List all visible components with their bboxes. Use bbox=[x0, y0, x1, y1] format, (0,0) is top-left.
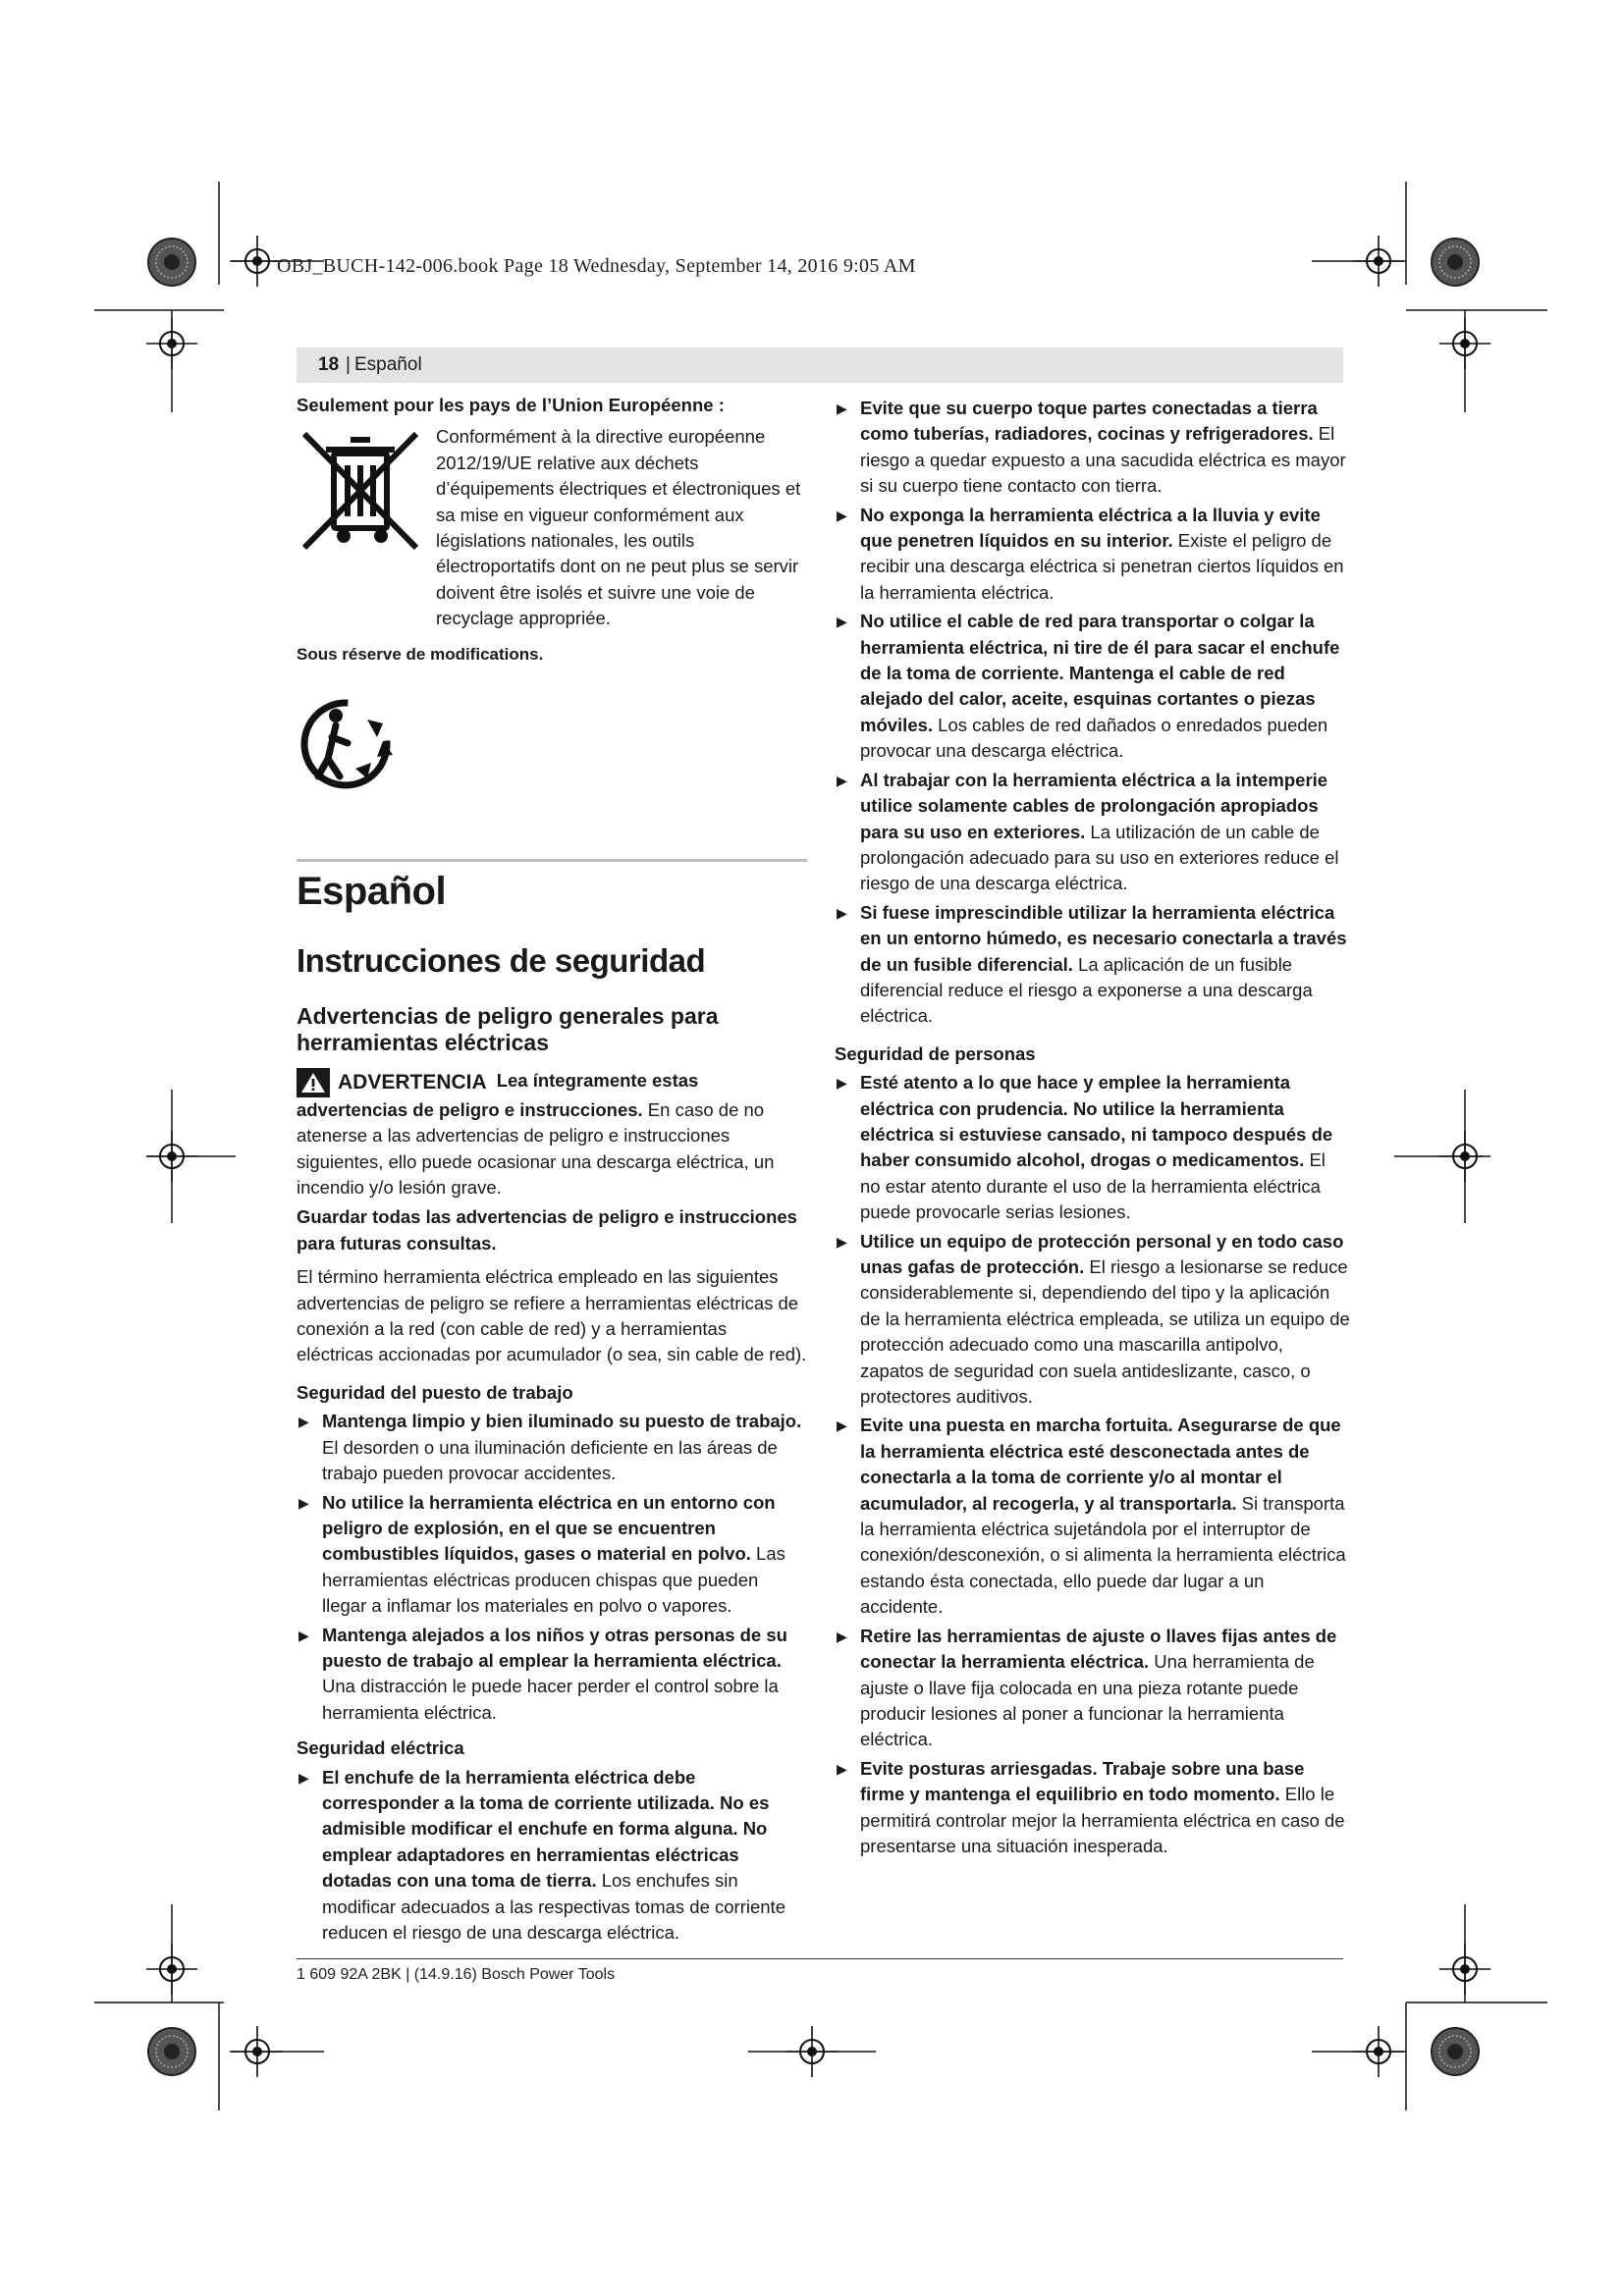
list-item: ▶ Retire las herramientas de ajuste o llaves fijas antes de conectar la herramienta eléctrica. Una herramienta de ajuste o llave fija colocada en una pieza rotante puede producir lesiones al poner a funcionar la herramienta eléctrica. bbox=[837, 1625, 1337, 1750]
bullet-arrow-icon: ▶ bbox=[837, 400, 847, 416]
triman-recycling-icon bbox=[297, 690, 405, 798]
list-item: ▶ Mantenga limpio y bien iluminado su puesto de trabajo. El desorden o una iluminación deficiente en las áreas de trabajo pueden provocar accidentes. bbox=[298, 1411, 802, 1484]
warning-badge bbox=[297, 1068, 487, 1097]
crossed-bin-icon bbox=[297, 426, 424, 573]
list-item: ▶ No utilice la herramienta eléctrica en un entorno con peligro de explosión, en el que se encuentren combustibles líquidos, gases o material en polvo. Las herramientas eléctricas producen chispas que pueden llegar a inflamar los materiales en polvo o vapores. bbox=[298, 1491, 785, 1617]
list-item: ▶ Evite una puesta en marcha fortuita. Asegurarse de que la herramienta eléctrica esté desconectada antes de conectarla a la toma de corriente y/o al montar el acumulador, al recogerla, y al transportarla. Si transporta la herramienta eléctrica sujetándola por el interruptor de conexión/desconexión, o si alimenta la herramienta eléctrica estando ésta conectada, ello puede dar lugar a un accidente. bbox=[837, 1415, 1346, 1618]
bullet-arrow-icon: ▶ bbox=[837, 904, 847, 921]
bullet-arrow-icon: ▶ bbox=[837, 1075, 847, 1092]
list-item: ▶ Evite que su cuerpo toque partes conectadas a tierra como tuberías, radiadores, cocinas y refrigeradores. El riesgo a quedar expuesto a una sacudida eléctrica es mayor si su cuerpo tiene contacto con tierra. bbox=[837, 398, 1346, 497]
weee-text: Conformément à la directive européenne 2012/19/UE relative aux déchets d’équipements électriques et électroniques et sa mise en vigueur conformément aux législations nationales, les outils électroportatifs dont on ne peut plus se servir doivent être isolés et suivre une voie de recyclage appropriée. bbox=[436, 426, 801, 629]
electrical-safety-heading: Seguridad eléctrica bbox=[297, 1737, 464, 1759]
personal-safety-list bbox=[835, 1070, 1350, 1859]
eu-heading: Seulement pour les pays de l’Union Européenne : bbox=[297, 395, 725, 415]
personal-safety-heading: Seguridad de personas bbox=[835, 1042, 1036, 1064]
bullet-arrow-icon: ▶ bbox=[298, 1769, 309, 1786]
subtitle: Advertencias de peligro generales para herramientas eléctricas bbox=[297, 1002, 719, 1055]
bullet-arrow-icon: ▶ bbox=[298, 1414, 309, 1430]
header-separator: | bbox=[346, 354, 351, 375]
warning-label: ADVERTENCIA bbox=[338, 1070, 487, 1094]
page-header-bar bbox=[297, 347, 1343, 383]
left-column bbox=[297, 393, 807, 1946]
keep-instructions: Guardar todas las advertencias de peligro e instrucciones para futuras consultas. bbox=[297, 1206, 797, 1254]
warning-paragraph bbox=[297, 1068, 807, 1201]
list-item: ▶ No exponga la herramienta eléctrica a la lluvia y evite que penetren líquidos en su interior. Existe el peligro de recibir una descarga eléctrica si penetran ciertos líquidos en la herramienta eléctrica. bbox=[837, 504, 1344, 603]
work-safety-heading: Seguridad del puesto de trabajo bbox=[297, 1381, 573, 1403]
warning-bold: Lea íntegramente estas advertencias de peligro e instrucciones. bbox=[297, 1069, 699, 1120]
bullet-arrow-icon: ▶ bbox=[298, 1627, 309, 1643]
page-number: 18 bbox=[318, 354, 340, 375]
bullet-arrow-icon: ▶ bbox=[837, 1233, 847, 1250]
list-item: ▶ Si fuese imprescindible utilizar la herramienta eléctrica en un entorno húmedo, es necesario conectarla a través de un fusible diferencial. La aplicación de un fusible diferencial reduce el riesgo a exponerse a una descarga eléctrica. bbox=[837, 901, 1347, 1027]
list-item: ▶ Mantenga alejados a los niños y otras personas de su puesto de trabajo al emplear la herramienta eléctrica. Una distracción le puede hacer perder el control sobre la herramienta eléctrica. bbox=[298, 1624, 787, 1723]
bullet-arrow-icon: ▶ bbox=[837, 507, 847, 523]
work-safety-list bbox=[297, 1409, 807, 1726]
list-item: ▶ Utilice un equipo de protección personal y en todo caso unas gafas de protección. El riesgo a lesionarse se reduce considerablemente si, dependiendo del tipo y la aplicación de la herramienta eléctrica empleada, se utiliza un equipo de protección adecuado como una mascarilla antipolvo, zapatos de seguridad con suela antideslizante, casco, o protectores auditivos. bbox=[837, 1230, 1350, 1408]
list-item: ▶ El enchufe de la herramienta eléctrica debe corresponder a la toma de corriente utilizada. No es admisible modificar el enchufe en forma alguna. No emplear adaptadores en herramientas eléctricas dotadas con una toma de tierra. Los enchufes sin modificar adecuados a las respectivas tomas de corriente reducen el riesgo de una descarga eléctrica. bbox=[298, 1766, 785, 1943]
right-column bbox=[835, 393, 1350, 1859]
bullet-arrow-icon: ▶ bbox=[837, 1760, 847, 1777]
list-item: ▶ Evite posturas arriesgadas. Trabaje sobre una base firme y mantenga el equilibrio en todo momento. Ello le permitirá controlar mejor la herramienta eléctrica en caso de presentarse una situación inesperada. bbox=[837, 1757, 1345, 1856]
language-title: Español bbox=[297, 869, 447, 913]
bullet-arrow-icon: ▶ bbox=[837, 1628, 847, 1644]
page-title: Instrucciones de seguridad bbox=[297, 941, 706, 979]
term-definition: El término herramienta eléctrica empleado en las siguientes advertencias de peligro se refiere a herramientas eléctricas de conexión a la red (con cable de red) y a herramientas eléctricas accionadas por acumulador (o sea, sin cable de red). bbox=[297, 1266, 807, 1365]
footer-rule bbox=[297, 1958, 1343, 1959]
weee-block bbox=[297, 424, 807, 642]
list-item: ▶ Esté atento a lo que hace y emplee la herramienta eléctrica con prudencia. No utilice la herramienta eléctrica si estuviese cansado, ni tampoco después de haber consumido alcohol, drogas o medicamentos. El no estar atento durante el uso de la herramienta eléctrica puede provocarle serias lesiones. bbox=[837, 1072, 1333, 1223]
bullet-arrow-icon: ▶ bbox=[837, 1417, 847, 1434]
list-item: ▶ Al trabajar con la herramienta eléctrica a la intemperie utilice solamente cables de prolongación apropiados para su uso en exteriores. La utilización de un cable de prolongación adecuado para su uso en exteriores reduce el riesgo de una descarga eléctrica. bbox=[837, 769, 1339, 894]
section-rule bbox=[297, 859, 807, 862]
warning-triangle-icon bbox=[297, 1068, 330, 1097]
bullet-arrow-icon: ▶ bbox=[298, 1494, 309, 1511]
print-header: OBJ_BUCH-142-006.book Page 18 Wednesday, September 14, 2016 9:05 AM bbox=[277, 255, 916, 277]
bullet-arrow-icon: ▶ bbox=[837, 614, 847, 630]
warning-text: En caso de no atenerse a las advertencias de peligro e instrucciones siguientes, ello puede ocasionar una descarga eléctrica, un incendio y/o lesión grave. bbox=[297, 1098, 775, 1199]
electrical-safety-list bbox=[297, 1765, 807, 1947]
header-section: Español bbox=[354, 354, 422, 375]
footer-text: 1 609 92A 2BK | (14.9.16) Bosch Power Tools bbox=[297, 1966, 616, 1983]
bullet-arrow-icon: ▶ bbox=[837, 772, 847, 788]
electrical-safety-list-continued bbox=[835, 396, 1350, 1030]
reserve-note: Sous réserve de modifications. bbox=[297, 645, 544, 665]
list-item: ▶ No utilice el cable de red para transportar o colgar la herramienta eléctrica, ni tire de él para sacar el enchufe de la toma de corriente. Mantenga el cable de red alejado del calor, aceite, esquinas cortantes o piezas móviles. Los cables de red dañados o enredados pueden provocar una descarga eléctrica. bbox=[837, 611, 1340, 762]
